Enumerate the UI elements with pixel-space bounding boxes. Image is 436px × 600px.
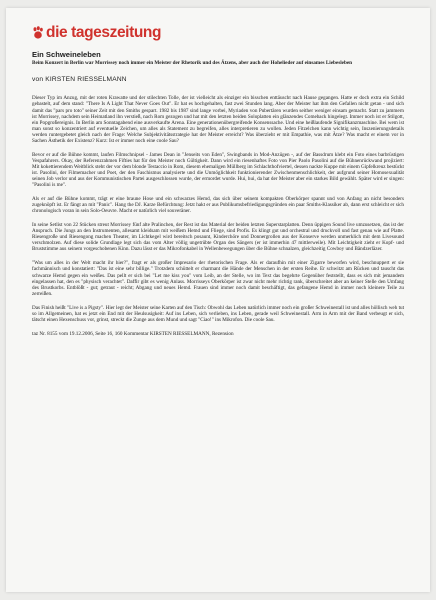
article-paragraph: "Was um alles in der Welt macht ihr hier?", fragt er als großer Impresario der rhetorischen Frage. Als er daraufhin mit einer Zigarre beworfen wird, beschnuppert er sie fachmännisch und konstatiert: "Das ist eine sehr billige." Trotzdem schüttelt er charmant die Hände der Menschen in der ersten Reihe. Er schwitzt am Rücken und tauscht das schwarze Hemd gegen ein weißes. Das pellt er sich bei "Let me kiss you" vom Leib, an der Stelle, wo im Text das begehrte Gegenüber feststellt, dass es sich mit jemandem eingelassen hat, den es "physisch verachtet". Daffir gibt es wenig Anlass. Morrisseys Oberkörper ist zwar nicht mehr richtig rank, überschreitet aber an keiner Stelle den Umfang des Brustkorbs. Entblößt - gut; getraut - reicht; Abgang und neues Hemd. Frauen sind immer noch damit beschäftigt, das gefangene Hemd in immer noch kleinere Teile zu zerreißen. [32, 260, 404, 297]
masthead [32, 22, 404, 44]
article-paragraph: In seine Setlist von 22 Stücken streut Morrissey fünf alte Pralinchen, der Rest ist das Material der beiden letzten Superstarplatten. Denn üppigen Sound live umzusetzen, das ist der Anspruch. Die Jungs an den Instrumenten, allesamt kleidsam mit weißem Hemd und Fliege, sind Profis. Es klingt gut und orchestral und druckvoll und fast genau wie auf Platte. Riesengroße und Riesengong machen Theater, im Lichtkegel wird bereitsch posaunt, Kinderchöre und Donnergrollen aus der Konserve werden unmerklich mit dem Livesound verschmolzen. Auf diese solide Grundlage legt sich das vom Alter völlig ungetrübte Organ des Sängers (er ist immerhin 47 mittlerweile). Mit Leichtigkeit zieht er Kopf- und Bruststimme aus seinem vorgeschobenen Kinn. Dazu lässt er das Mikrofonkabel in Wellenbewegungen über die Bühne schnalzen, gleichzeitig Cowboy und Bändzerläzer. [32, 222, 404, 253]
article-paragraph: Das Finish heißt "Live is a Pigsty". Hier legt der Meister seine Karten auf den Tisch: Obwohl das Leben natürlich immer noch ein großer Schweinestall ist und alles höllisch weh tut so im Allgemeinen, hat es jetzt ein End mit der Heulsusigkeit: Auf ins Leben, sich verlieben, ins Leben, gerade weil Schweinestall. Arm in Arm mit der Band verbeugt er sich, tätscht einen Hexenschuss vor, grinst, streckt die Zunge aus dem Mund und sagt "Ciao!" ins Mikrofon. Die coole Sau. [32, 304, 404, 323]
article-subheadline: Beim Konzert in Berlin war Morrissey noch immer ein Meister der Rhetorik und des Ätzens, aber auch der Hohelieder auf einsames Liebesleben [32, 60, 353, 66]
article-paragraph: Bevor er auf die Bühne kommt, laufen Filmschnipsel - James Dean in "Jenseits von Eden", Swingbands in Mod-Anzügen -, auf der Bassdrum klebt ein Foto eines barbrüstigen Vespafahrers. Okay, der Referenzrahmen Fifties hat für den Meister noch Gültigkeit. Dann wird ein riesenhaftes Foto von Pier Paolo Pasolini auf die Bühnenrückwand projiziert: Mit kokettierendem Weitblick steht der vor dem blonde Testaccio in Rom, diesem ehemaligen Müllberg im Schlachthofviertel, dessen nackte Kuppe mit einem Gipfelkreuz bestückt ist. Pasolini, der Filmemacher und Poet, der den Faschismus analysierte und die Unmöglichkeit funktionierender Zwischenmenschlichkeit, der aufgrund seiner Homosexualität seinen Job verlor und aus der Kommunistischen Partei ausgeschlossen wurde, der ermordet wurde. Hui, hui, da hat der Meister aber ein starkes Bild gewählt. Später wird er singen: "Pasolini is me". [32, 151, 404, 189]
taz-paw-icon [32, 26, 44, 40]
article-paragraph: Als er auf die Bühne kommt, trägt er eine braune Hose und ein schwarzes Hemd, das sich über seinem kompakten Oberkörper spannt und von Anfang an nicht besonders zugeknöpft ist. Er fängt an mit "Panic". Hang the DJ. Karze Befürchtung: Jetzt hakt er aus Publikumsbefriedigungsgründen ein paar Smiths-Klassiker ab, dann erst schleicht er sich chronologisch voran in sein Solo-Oeuvre. Macht er natürlich viel souveräner. [32, 196, 404, 215]
newspaper-brand: die tageszeitung [46, 24, 162, 41]
article-content [32, 22, 404, 337]
article-paragraph: Dieser Typ im Anzug, mit der roten Krawatte und der stilechten Tolle, der ist vielleicht als einziger ein bisschen enttäuscht nach Hause gegangen. Hatte er doch extra ein Schild gebastelt, auf dem stand: "There Is A Light That Never Goes Out". Er hat es hochgehalten, fast zwei Stunden lang. Aber der Meister hat ihm den Gefallen nicht getan - und sich damit das "pars pro toto" seiner Zeit mit den Smiths gespart. 1982 bis 1987 sind lange vorbei, Myriaden von Pubertären wurden seither weniger einsam gemacht. Statt zu jammern ist Morrissey, nachdem sein Heimatland ihn verstieß, nach Rom gezogen und hat mit den letzten beiden Soloplatten ein glänzendes Comeback hingelegt. Immer noch ist er Stilgott, ein Popgroßereignis. In Berlin am Sonntagabend eine ausverkaufte Arena. Eine generationenübergreifende Konsenssache. Und eine heißlaufende Signifikanzmaschine. Bei wem ist man sonst so konzentriert auf eventuelle Zeichen, um alles als Statement zu begreifen, alles interpretieren zu wollen. Jeden Fitzelchen kann wichtig sein, Inszenierungsdetails werden runtergebetet gleich nach der Frage: Welche Subjektivitätsstrategie hat der Meister erreicht? Was überzieht er mit Empathie, was mit Ätze? Was macht er einem vor in Sachen Ästhetik der Existenz? Kurz: Ist er immer noch eine coole Sau? [32, 95, 404, 144]
article-byline: von KIRSTEN RIESSELMANN [32, 76, 127, 84]
article-title: Ein Schweineleben [32, 50, 101, 59]
source-citation: taz Nr. 8155 vom 19.12.2006, Seite 16, 160 Kommentar KIRSTEN RIESSELMANN, Rezension [32, 330, 234, 337]
newspaper-clipping [6, 8, 430, 592]
